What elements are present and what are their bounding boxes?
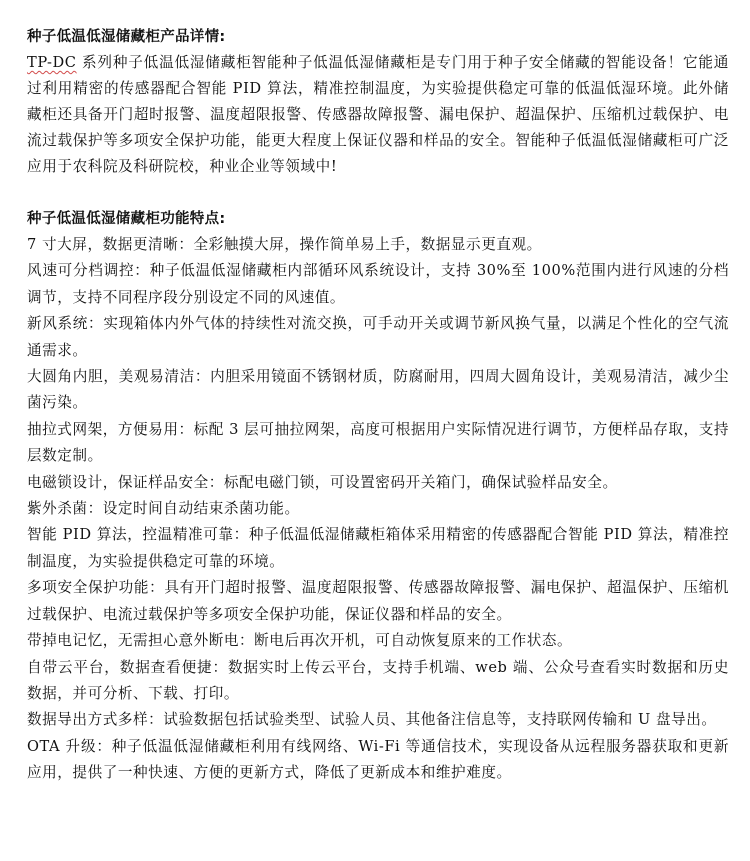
features-list (27, 232, 729, 787)
features-heading: 种子低温低湿储藏柜功能特点: (27, 211, 226, 227)
feature-item: OTA 升级：种子低温低湿储藏柜利用有线网络、Wi-Fi 等通信技术，实现设备从远程服务器获取和更新应用，提供了一种快速、方便的更新方式，降低了更新成本和维护难度。 (27, 737, 729, 782)
feature-item: 自带云平台，数据查看便捷：数据实时上传云平台，支持手机端、web 端、公众号查看实时数据和历史数据，并可分析、下载、打印。 (27, 658, 729, 702)
intro-text: 系列种子低温低湿储藏柜智能种子低温低湿储藏柜是专门用于种子安全储藏的智能设备！它能通过利用精密的传感器配合智能 PID 算法，精准控制温度，为实验提供稳定可靠的低温低湿环境。此外储藏柜还具备开门超时报警、温度超限报警、传感器故障报警、漏电保护、超温保护、压缩机过载保护、电流过载保护等多项安全保护功能，能更大程度上保证仪器和样品的安全。智能种子低温低湿储藏柜可广泛应用于农科院及科研院校，种业企业等领域中! (27, 54, 729, 175)
feature-item: 带掉电记忆，无需担心意外断电：断电后再次开机，可自动恢复原来的工作状态。 (27, 632, 573, 650)
feature-item: 风速可分档调控：种子低温低湿储藏柜内部循环风系统设计，支持 30%至 100%范围内进行风速的分档调节，支持不同程序段分别设定不同的风速值。 (27, 262, 729, 306)
feature-item: 新风系统：实现箱体内外气体的持续性对流交换，可手动开关或调节新风换气量，以满足个性化的空气流通需求。 (27, 315, 729, 359)
product-intro-paragraph (27, 50, 729, 180)
product-details-heading: 种子低温低湿储藏柜产品详情: (27, 29, 226, 45)
feature-item: 7 寸大屏，数据更清晰：全彩触摸大屏，操作简单易上手，数据显示更直观。 (27, 236, 542, 253)
feature-item: 抽拉式网架，方便易用：标配 3 层可抽拉网架，高度可根据用户实际情况进行调节，方便样品存取，支持层数定制。 (27, 420, 729, 465)
feature-item: 紫外杀菌：设定时间自动结束杀菌功能。 (27, 500, 300, 518)
model-name: TP-DC (27, 54, 77, 71)
product-document (27, 24, 729, 787)
feature-item: 多项安全保护功能：具有开门超时报警、温度超限报警、传感器故障报警、漏电保护、超温保护、压缩机过载保护、电流过载保护等多项安全保护功能，保证仪器和样品的安全。 (27, 579, 729, 623)
feature-item: 电磁锁设计，保证样品安全：标配电磁门锁，可设置密码开关箱门，确保试验样品安全。 (27, 473, 618, 491)
feature-item: 数据导出方式多样：试验数据包括试验类型、试验人员、其他备注信息等，支持联网传输和 U 盘导出。 (27, 711, 717, 729)
section-spacer (27, 180, 729, 206)
feature-item: 大圆角内胆，美观易清洁：内胆采用镜面不锈钢材质，防腐耐用，四周大圆角设计，美观易清洁，减少尘菌污染。 (27, 368, 729, 412)
feature-item: 智能 PID 算法，控温精准可靠：种子低温低湿储藏柜箱体采用精密的传感器配合智能 PID 算法，精准控制温度，为实验提供稳定可靠的环境。 (27, 526, 729, 570)
